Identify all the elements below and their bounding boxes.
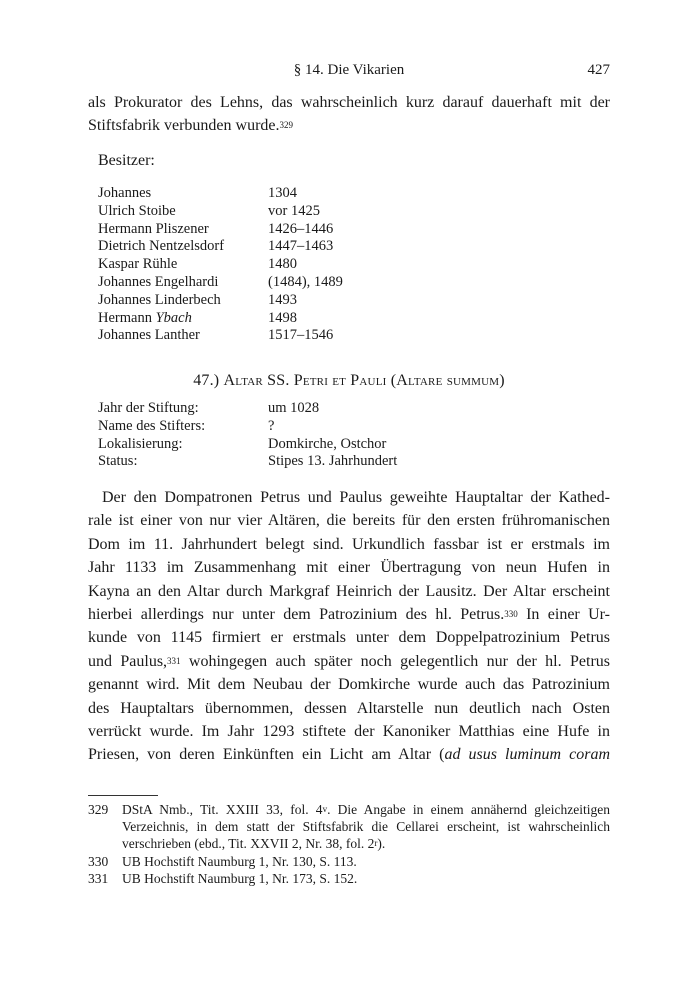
altar-heading (88, 372, 610, 390)
intro-line (88, 114, 610, 137)
body-line: verrückt wurde. Im Jahr 1293 stiftete der Kanoniker Matthias eine Hufe in (88, 723, 610, 741)
fact-value: ? (268, 417, 275, 434)
owner-name: Johannes (98, 185, 152, 201)
fact-value: Stipes 13. Jahrhundert (268, 453, 398, 470)
owner-years: 1304 (268, 185, 297, 201)
owner-row (98, 185, 343, 203)
owner-row (98, 310, 343, 328)
body-line (88, 603, 610, 626)
footnote-text: UB Hochstift Naumburg 1, Nr. 130, S. 113. (122, 853, 357, 869)
owner-name: Kaspar Rühle (98, 256, 178, 273)
body-line (88, 743, 610, 766)
body-line: genannt wird. Mit dem Neubau der Domkirche wurde auch das Patrozinium (88, 676, 610, 694)
body-text: und Paulus, (88, 652, 168, 670)
folio-side: r (374, 838, 378, 849)
owner-row (98, 256, 343, 274)
footnote-text-part: DStA Nmb., Tit. XXIII 33, fol. 4 (122, 802, 323, 817)
fact-row (98, 418, 397, 436)
fact-label: Name des Stifters: (98, 417, 206, 434)
owner-name: Hermann Pliszener (98, 220, 209, 237)
owner-row (98, 274, 343, 292)
footnote-rule (88, 795, 158, 796)
footnote-text (122, 801, 610, 853)
owner-name: Johannes Engelhardi (98, 273, 219, 290)
owners-label: Besitzer: (98, 152, 155, 169)
body-line: Dom im 11. Jahrhundert belegt sind. Urkundlich fassbar ist er erstmals im (88, 535, 610, 553)
owner-row (98, 203, 343, 221)
body-line: Kayna an den Altar durch Markgraf Heinrich der Lausitz. Der Altar erscheint (88, 582, 610, 600)
body-text-italic: ad usus luminum coram (444, 746, 610, 764)
footnote (88, 870, 610, 887)
body-line: kunde von 1145 firmiert er erstmals unter dem Doppelpatrozinium Petrus (88, 629, 610, 647)
altar-facts (98, 400, 397, 471)
footnote-text-part: verschrieben (ebd., Tit. XXVII 2, Nr. 38, fol. 2 (122, 836, 375, 852)
owner-row (98, 292, 343, 310)
owner-years: vor 1425 (268, 202, 320, 219)
owner-row (98, 238, 343, 256)
footnote-line: Verzeichnis, in dem statt der Stiftsfabrik die Cellarei erscheint, ist wahrscheinlich (122, 819, 610, 835)
altar-subtitle: (Altare summum) (390, 372, 505, 389)
footnote-text-part: ). (377, 836, 386, 852)
owner-surname-italic: Ybach (155, 309, 192, 326)
altar-number: 47.) (193, 372, 220, 389)
altar-title: Altar SS. Petri et Pauli (223, 372, 387, 389)
owner-years: 1480 (268, 256, 297, 273)
footnote (88, 801, 610, 853)
owner-first-name: Hermann (98, 309, 152, 326)
owner-name: Johannes Lanther (98, 327, 200, 344)
footnote-ref: 329 (279, 120, 294, 131)
intro-line: als Prokurator des Lehns, das wahrscheinlich kurz darauf dauerhaft mit der (88, 94, 610, 111)
footnote-text-part: . Die Angabe in einem annähernd gleichzeitigen (327, 802, 610, 817)
footnote-number: 329 (88, 802, 109, 817)
footnote-number: 331 (88, 870, 109, 886)
body-line: des Hauptaltars übernommen, dessen Altarstelle nun deutlich nach Osten (88, 699, 610, 717)
body-text: In einer Ur- (517, 606, 611, 624)
page-number: 427 (587, 62, 610, 78)
intro-line-text: Stiftsfabrik verbunden wurde. (88, 117, 280, 135)
footnote-line (122, 801, 610, 818)
footnotes (88, 801, 610, 887)
fact-value: Domkirche, Ostchor (268, 435, 387, 452)
owner-years: 1493 (268, 291, 297, 308)
fact-label: Jahr der Stiftung: (98, 400, 199, 416)
fact-row (98, 453, 397, 471)
owner-name: Johannes Linderbech (98, 291, 221, 308)
running-head (88, 62, 610, 84)
footnote-ref: 330 (504, 609, 518, 620)
footnote-ref: 331 (167, 655, 181, 666)
folio-side: v (322, 804, 328, 814)
owner-years: 1498 (268, 309, 297, 326)
fact-label: Status: (98, 453, 138, 470)
owner-row (98, 327, 343, 345)
footnote-line (122, 835, 610, 852)
owner-row (98, 221, 343, 239)
body-text: Priesen, von deren Einkünften ein Licht am Altar ( (88, 746, 445, 764)
body-line: Jahr 1133 im Zusammenhang mit einer Übertragung von neun Hufen in (88, 559, 610, 577)
footnote-text: UB Hochstift Naumburg 1, Nr. 173, S. 152. (122, 870, 358, 886)
footnote-number: 330 (88, 853, 109, 869)
body-text: hierbei allerdings nur unter dem Patrozinium des hl. Petrus. (88, 606, 505, 624)
owner-name: Dietrich Nentzelsdorf (98, 238, 225, 255)
intro-paragraph (88, 91, 610, 138)
owner-name: Ulrich Stoibe (98, 202, 176, 219)
owner-years: 1517–1546 (268, 327, 334, 344)
running-title: § 14. Die Vikarien (293, 62, 405, 78)
body-line: rale ist einer von nur vier Altären, die bereits für den ersten frühromanischen (88, 512, 610, 530)
fact-label: Lokalisierung: (98, 435, 183, 452)
fact-value: um 1028 (268, 400, 320, 416)
owner-years: 1426–1446 (268, 220, 334, 237)
body-text: wohingegen auch später noch gelegentlich nur der hl. Petrus (180, 652, 610, 670)
owners-list (98, 185, 343, 345)
owner-years: 1447–1463 (268, 238, 334, 255)
body-paragraph (88, 486, 610, 767)
footnote (88, 853, 610, 870)
body-line: Der den Dompatronen Petrus und Paulus geweihte Hauptaltar der Kathed- (102, 489, 610, 506)
fact-row (98, 400, 397, 418)
owner-name (98, 310, 268, 328)
fact-row (98, 436, 397, 454)
body-line (88, 650, 610, 673)
owner-years: (1484), 1489 (268, 273, 343, 290)
